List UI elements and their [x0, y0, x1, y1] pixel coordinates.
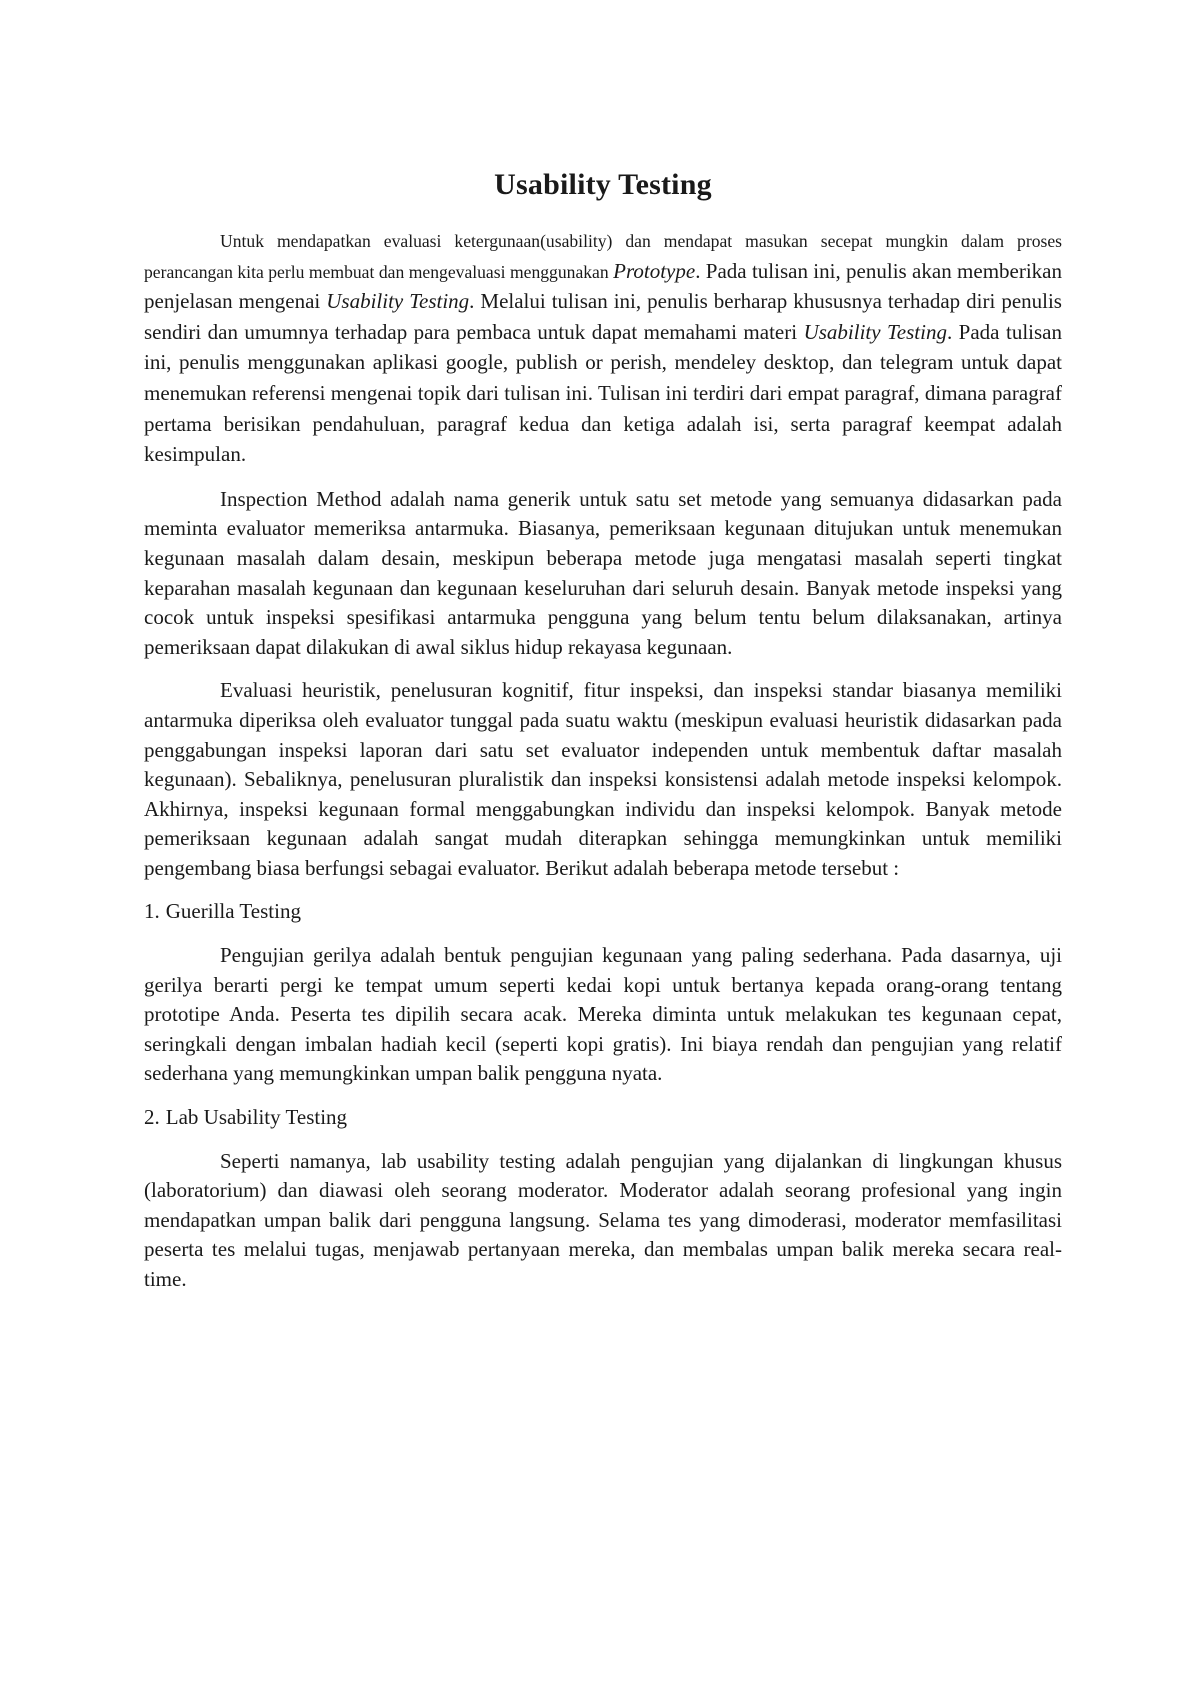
guerilla-testing-paragraph: Pengujian gerilya adalah bentuk pengujian kegunaan yang paling sederhana. Pada dasarnya, uji gerilya berarti pergi ke tempat umum seperti kedai kopi untuk bertanya kepada orang-orang tentang prototipe Anda. Peserta tes dipilih secara acak. Mereka diminta untuk melakukan tes kegunaan cepat, seringkali dengan imbalan hadiah kecil (seperti kopi gratis). Ini biaya rendah dan pengujian yang relatif sederhana yang memungkinkan umpan balik pengguna nyata.: [144, 943, 1062, 1086]
lab-usability-testing-paragraph: Seperti namanya, lab usability testing adalah pengujian yang dijalankan di lingkungan khusus (laboratorium) dan diawasi oleh seorang moderator. Moderator adalah seorang profesional yang ingin mendapatkan umpan balik dari pengguna langsung. Selama tes yang dimoderasi, moderator memfasilitasi peserta tes melalui tugas, menjawab pertanyaan mereka, dan membalas umpan balik mereka secara real-time.: [144, 1148, 1062, 1291]
intro-emphasis-prototype: Prototype: [613, 258, 696, 283]
inspection-method-paragraph: Inspection Method adalah nama generik untuk satu set metode yang semuanya didasarkan pada meminta evaluator memeriksa antarmuka. Biasanya, pemeriksaan kegunaan ditujukan untuk menemukan kegunaan masalah dalam desain, meskipun beberapa metode juga mengatasi masalah seperti tingkat keparahan masalah kegunaan dan kegunaan keseluruhan dari seluruh desain. Banyak metode inspeksi yang cocok untuk inspeksi spesifikasi antarmuka pengguna yang belum tentu belum dilaksanakan, artinya pemeriksaan dapat dilakukan di awal siklus hidup rekayasa kegunaan.: [144, 486, 1062, 659]
section-title: Guerilla Testing: [165, 899, 301, 924]
section-title: Lab Usability Testing: [165, 1105, 348, 1130]
intro-paragraph: [144, 227, 1062, 471]
intro-text-2: . Pada tulisan ini, penulis akan memberikan penjelasan mengenai: [144, 258, 1062, 314]
intro-text-1: Untuk mendapatkan evaluasi ketergunaan(usability) dan mendapat masukan secepat mungkin dalam proses perancangan kita perlu membuat dan mengevaluasi menggunakan: [144, 231, 1062, 282]
section-heading-lab: [144, 1103, 1062, 1133]
heuristic-evaluation-paragraph: Evaluasi heuristik, penelusuran kognitif, fitur inspeksi, dan inspeksi standar biasanya memiliki antarmuka diperiksa oleh evaluator tunggal pada suatu waktu (meskipun evaluasi heuristik didasarkan pada penggabungan inspeksi laporan dari satu set evaluator independen untuk membentuk daftar masalah kegunaan). Sebaliknya, penelusuran pluralistik dan inspeksi konsistensi adalah metode inspeksi kelompok. Akhirnya, inspeksi kegunaan formal menggabungkan individu dan inspeksi kelompok. Banyak metode pemeriksaan kegunaan adalah sangat mudah diterapkan sehingga memungkinkan untuk memiliki pengembang biasa berfungsi sebagai evaluator. Berikut adalah beberapa metode tersebut :: [144, 678, 1062, 880]
intro-emphasis-usability-1: Usability Testing: [326, 289, 470, 314]
intro-text-3: . Melalui tulisan ini, penulis berharap khususnya terhadap diri penulis sendiri dan umumnya terhadap para pembaca untuk dapat memahami materi: [144, 289, 1062, 344]
section-number: 2.: [144, 1105, 160, 1130]
section-number: 1.: [144, 899, 160, 924]
document-page: [144, 165, 1062, 1309]
document-title: Usability Testing: [494, 168, 712, 201]
intro-text-4: . Pada tulisan ini, penulis menggunakan aplikasi google, publish or perish, mendeley desktop, dan telegram untuk dapat menemukan referensi mengenai topik dari tulisan ini. Tulisan ini terdiri dari empat paragraf, dimana paragraf pertama berisikan pendahuluan, paragraf kedua dan ketiga adalah isi, serta paragraf keempat adalah kesimpulan.: [144, 319, 1062, 467]
section-heading-guerilla: [144, 897, 1062, 927]
intro-emphasis-usability-2: Usability Testing: [803, 319, 947, 344]
